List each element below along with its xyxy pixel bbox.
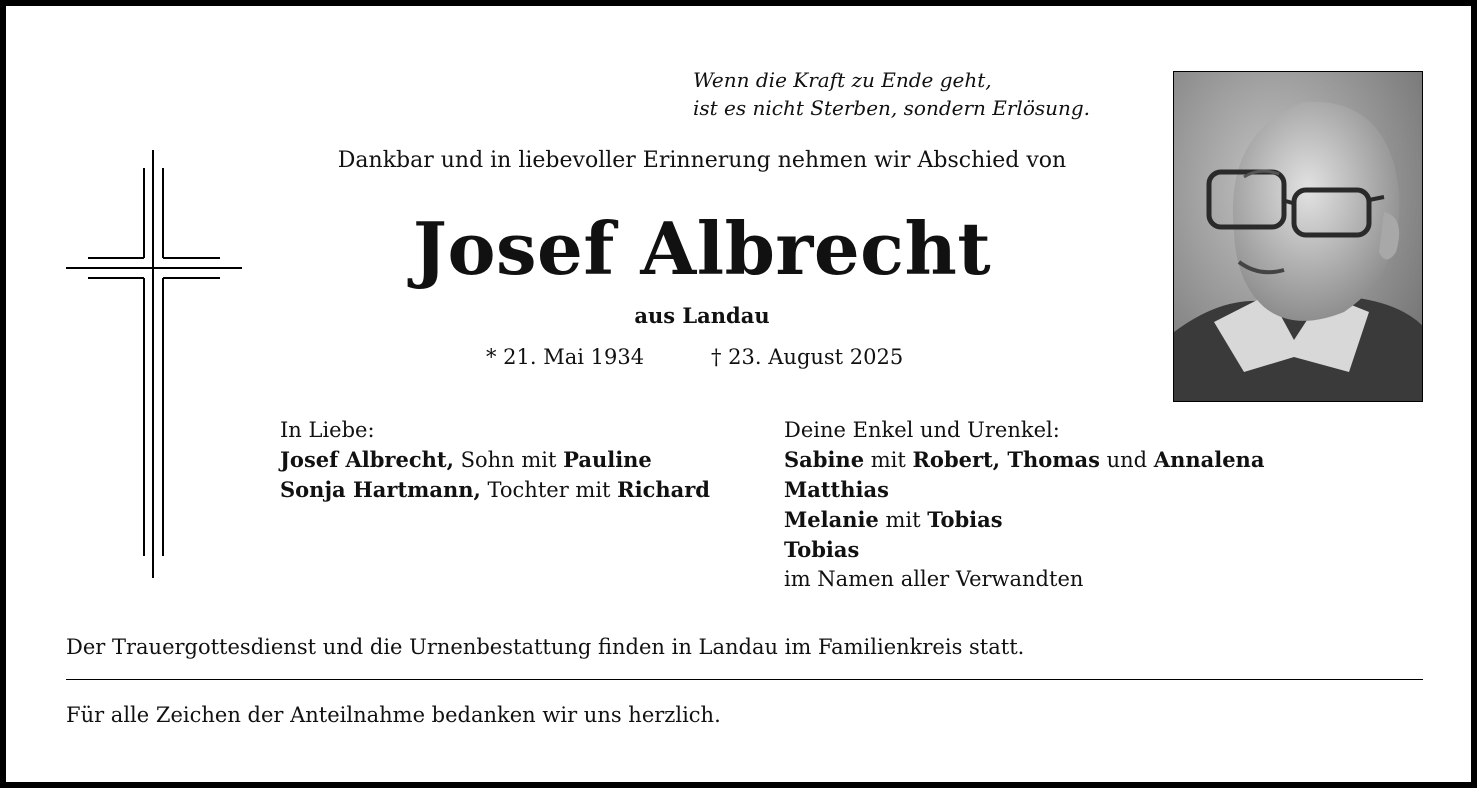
mourner-row: Matthias — [784, 477, 889, 502]
mourner-row: Sabine mit Robert, Thomas und Annalena — [784, 447, 1265, 472]
deceased-origin: aus Landau — [634, 303, 770, 328]
service-notice: Der Trauergottesdienst und die Urnenbestattung finden in Landau im Familienkreis statt. — [66, 635, 1025, 659]
death-date: † 23. August 2025 — [711, 345, 904, 369]
quote-line-1: Wenn die Kraft zu Ende geht, — [693, 68, 992, 92]
portrait-image — [1174, 72, 1423, 402]
mourner-row: Melanie mit Tobias — [784, 507, 1003, 532]
mourners-left-heading: In Liebe: — [280, 418, 375, 442]
quote-line-2: ist es nicht Sterben, sondern Erlösung. — [693, 96, 1091, 120]
mourners-right-heading: Deine Enkel und Urenkel: — [784, 418, 1060, 442]
birth-date: * 21. Mai 1934 — [486, 345, 645, 369]
mourners-right — [784, 416, 1264, 594]
mourner-row: Tobias — [784, 537, 860, 562]
quote — [693, 66, 1090, 122]
thanks-notice: Für alle Zeichen der Anteilnahme bedanken wir uns herzlich. — [66, 703, 721, 727]
mourner-row: Josef Albrecht, Sohn mit Pauline — [280, 447, 652, 472]
mourner-row: Sonja Hartmann, Tochter mit Richard — [280, 477, 710, 502]
divider — [66, 679, 1423, 680]
deceased-name: Josef Albrecht — [412, 206, 992, 291]
mourners-closing: im Namen aller Verwandten — [784, 567, 1084, 591]
intro-text: Dankbar und in liebevoller Erinnerung nehmen wir Abschied von — [337, 148, 1067, 173]
portrait-photo — [1173, 71, 1423, 402]
mourners-left — [280, 416, 710, 505]
